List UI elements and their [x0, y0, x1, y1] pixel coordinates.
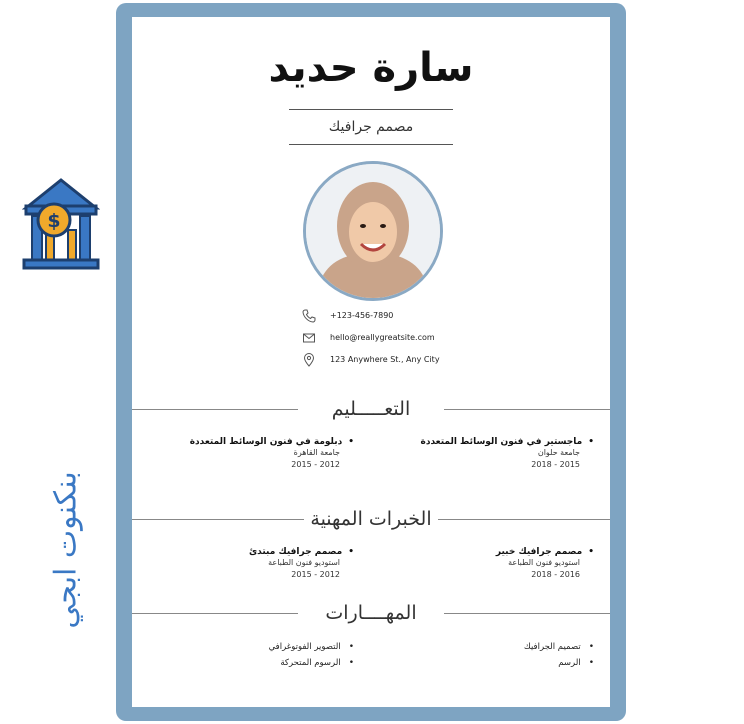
experience-heading — [132, 507, 610, 531]
experience-heading-text: الخبرات المهنية — [304, 508, 437, 530]
education-years: 2015 - 2018 — [531, 460, 580, 469]
education-institution: جامعة القاهرة — [293, 448, 340, 457]
contact-phone — [302, 307, 502, 329]
skills-list-left — [154, 639, 354, 671]
location-pin-icon — [302, 353, 316, 367]
education-institution: جامعة حلوان — [537, 448, 580, 457]
education-item — [394, 437, 594, 471]
skill-item: • الرسم — [394, 655, 594, 671]
resume-page — [132, 17, 610, 707]
email-icon — [302, 331, 316, 345]
education-years: 2012 - 2015 — [291, 460, 340, 469]
contact-email — [302, 329, 502, 351]
experience-years: 2016 - 2018 — [531, 570, 580, 579]
contact-list — [302, 307, 502, 373]
skills-heading-text: المهــــارات — [319, 602, 422, 624]
education-degree: • دبلومة في فنون الوسائط المتعددة — [154, 437, 354, 447]
education-item — [154, 437, 354, 471]
experience-item — [394, 547, 594, 581]
experience-item — [154, 547, 354, 581]
email-text: hello@reallygreatsite.com — [330, 333, 435, 342]
skill-item: • الرسوم المتحركة — [154, 655, 354, 671]
bank-dollar-icon — [22, 170, 100, 282]
resume-name: سارة حديد — [268, 45, 474, 91]
address-text: 123 Anywhere St., Any City — [330, 355, 440, 364]
experience-company: استوديو فنون الطباعة — [268, 558, 340, 567]
profile-photo — [303, 161, 443, 301]
phone-icon — [302, 309, 316, 323]
brand-logo — [18, 170, 98, 629]
skill-item: • التصوير الفوتوغرافي — [154, 639, 354, 655]
skills-list-right — [394, 639, 594, 671]
experience-role: • مصمم جرافيك خبير — [394, 547, 594, 557]
education-heading-text: التعـــــليم — [326, 398, 416, 420]
education-degree: • ماجستير في فنون الوسائط المتعددة — [394, 437, 594, 447]
svg-text:$: $ — [47, 210, 61, 232]
skill-item: • تصميم الجرافيك — [394, 639, 594, 655]
experience-role: • مصمم جرافيك مبتدئ — [154, 547, 354, 557]
phone-text: +123-456-7890 — [330, 311, 394, 320]
experience-company: استوديو فنون الطباعة — [508, 558, 580, 567]
education-heading — [132, 397, 610, 421]
job-title: مصمم جرافيك — [289, 109, 453, 145]
contact-address — [302, 351, 502, 373]
skills-heading — [132, 601, 610, 625]
brand-name: بنكنوت ابجي — [48, 471, 84, 629]
experience-years: 2012 - 2015 — [291, 570, 340, 579]
resume-frame — [116, 3, 626, 721]
